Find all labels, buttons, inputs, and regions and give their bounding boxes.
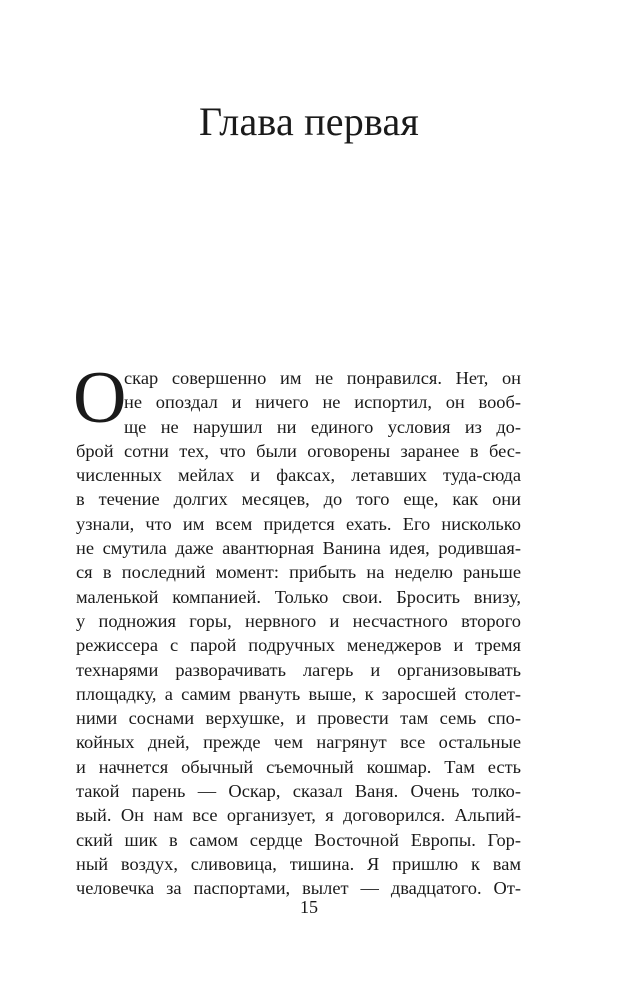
text-line: ще не нарушил ни единого условия из до- — [124, 416, 521, 437]
drop-cap: О — [73, 357, 127, 439]
text-line: ся в последний момент: прибыть на неделю раньше — [76, 562, 521, 583]
text-line: койных дней, прежде чем нагрянут все остальные — [76, 732, 521, 753]
text-line: технарями разворачивать лагерь и организовывать — [76, 659, 521, 680]
text-line: маленькой компанией. Только свои. Бросить внизу, — [76, 586, 521, 607]
chapter-title: Глава первая — [198, 99, 420, 144]
text-line: в течение долгих месяцев, до того еще, как они — [76, 489, 521, 510]
text-line: ный воздух, сливовица, тишина. Я пришлю к вам — [76, 853, 521, 874]
text-line: ский шик в самом сердце Восточной Европы. Гор- — [76, 829, 521, 850]
text-line: такой парень — Оскар, сказал Ваня. Очень толко- — [76, 781, 521, 802]
text-line: ними соснами верхушке, и провести там семь спо- — [76, 708, 521, 729]
text-line: узнали, что им всем придется ехать. Его нисколько — [76, 513, 521, 534]
text-line: режиссера с парой подручных менеджеров и тремя — [76, 635, 521, 656]
text-line: и начнется обычный съемочный кошмар. Там есть — [76, 756, 521, 777]
text-line: не опоздал и ничего не испортил, он вооб- — [124, 392, 521, 413]
text-line: скар совершенно им не понравился. Нет, он — [124, 368, 521, 388]
text-line: площадку, а самим рвануть выше, к заросшей столет- — [76, 683, 521, 704]
text-line: не смутила даже авантюрная Ванина идея, родившая- — [76, 538, 521, 559]
text-line: численных мейлах и факсах, летавших туда-сюда — [76, 465, 521, 486]
text-line: человечка за паспортами, вылет — двадцатого. От- — [76, 878, 521, 899]
text-line: брой сотни тех, что были оговорены заранее в бес- — [76, 440, 521, 461]
page-number: 15 — [300, 897, 318, 917]
text-line: вый. Он нам все организует, я договорился. Альпий- — [76, 805, 521, 826]
text-line: у подножия горы, нервного и несчастного второго — [76, 610, 521, 631]
body-text — [73, 357, 521, 901]
